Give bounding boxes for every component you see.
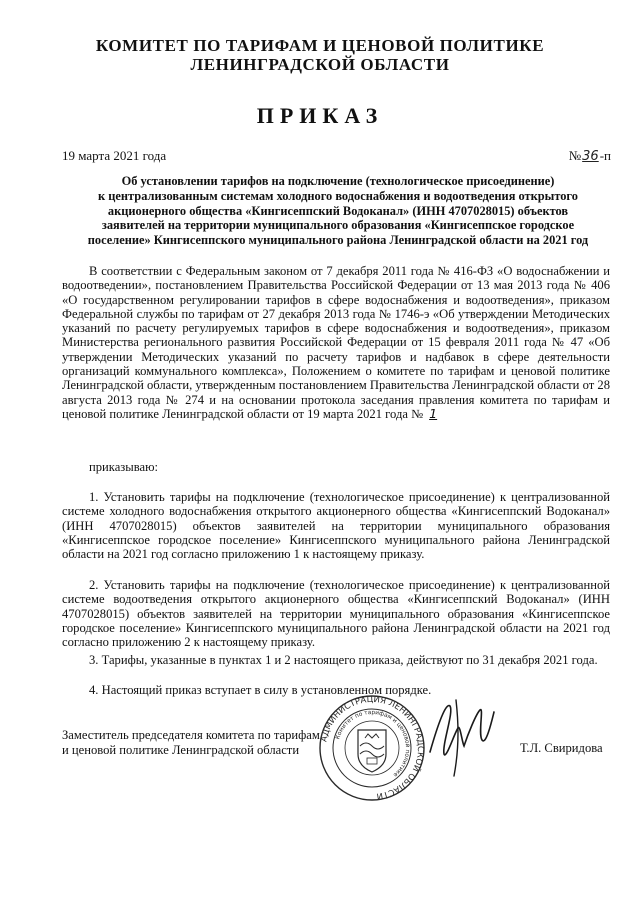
protocol-number-handwritten: 1 xyxy=(429,405,438,421)
handwritten-signature xyxy=(420,694,500,780)
official-seal xyxy=(318,694,426,802)
item-1: 1. Установить тарифы на подключение (технологическое присоединение) к централизованной системе холодного водоснабжения открытого акционерного общества «Кингисеппский Водоканал» (ИНН 4707028015) объектов заявителей на территории муниципального образования «Кингисеппское городское поселение» Кингисеппского муниципального района Ленинградской области на 2021 год согласно приложению 1 к настоящему приказу. xyxy=(62,490,610,562)
document-date: 19 марта 2021 года xyxy=(62,148,167,163)
seal-outer-textpath: АДМИНИСТРАЦИЯ ЛЕНИНГРАДСКОЙ ОБЛАСТИ xyxy=(319,694,426,801)
number-suffix: -п xyxy=(599,148,611,163)
order-subject xyxy=(62,174,614,248)
subject-line: к централизованным системам холодного водоснабжения и водоотведения открытого xyxy=(98,188,578,203)
preamble-paragraph xyxy=(62,264,610,421)
subject-line: поселение» Кингисеппского муниципального района Ленинградской области на 2021 год xyxy=(87,233,589,248)
number-prefix: № xyxy=(568,148,582,163)
item-2: 2. Установить тарифы на подключение (технологическое присоединение) к централизованной системе водоотведения открытого акционерного общества «Кингисеппский Водоканал» (ИНН 4707028015) объектов заявителей на территории муниципального образования «Кингисеппское городское поселение» Кингисеппского муниципального района Ленинградской области на 2021 год согласно приложению 2 к настоящему приказу. xyxy=(62,578,610,650)
subject-line: заявителей на территории муниципального образования «Кингисеппское городское xyxy=(101,218,575,233)
signer-position-line: и ценовой политике Ленинградской области xyxy=(62,743,300,757)
signer-position xyxy=(62,728,320,758)
header-line-2: ЛЕНИНГРАДСКОЙ ОБЛАСТИ xyxy=(190,55,450,74)
subject-line: Об установлении тарифов на подключение (технологическое присоединение) xyxy=(121,174,555,188)
header-line-1: КОМИТЕТ ПО ТАРИФАМ И ЦЕНОВОЙ ПОЛИТИКЕ xyxy=(95,36,545,55)
order-word: приказываю: xyxy=(89,460,159,474)
seal-coat-of-arms-icon xyxy=(358,730,386,772)
signer-position-line: Заместитель председателя комитета по тарифам xyxy=(62,728,320,742)
item-4: 4. Настоящий приказ вступает в силу в установленном порядке. xyxy=(89,683,432,697)
signer-name: Т.Л. Свиридова xyxy=(520,741,603,755)
committee-header xyxy=(0,36,640,74)
document-title: ПРИКАЗ xyxy=(256,103,384,128)
item-3: 3. Тарифы, указанные в пунктах 1 и 2 настоящего приказа, действуют по 31 декабря 2021 года. xyxy=(89,653,598,667)
seal-inner-textpath: Комитет по тарифам и ценовой политике xyxy=(335,709,411,778)
number-handwritten: 36 xyxy=(582,149,599,164)
document-number xyxy=(569,148,611,164)
subject-line: акционерного общества «Кингисеппский Водоканал» (ИНН 4707028015) объектов xyxy=(107,203,569,218)
preamble-text: В соответствии с Федеральным законом от 7 декабря 2011 года № 416-ФЗ «О водоснабжении и водоотведении», постановлением Правительства Российской Федерации от 13 мая 2013 года № 406 «О государственном регулировании тарифов в сфере водоснабжения и водоотведения», приказом Федеральной службы по тарифам от 27 декабря 2013 года № 1746-э «Об утверждении Методических указаний по расчету регулируемых тарифов в сфере водоснабжения и водоотведения», приказом Министерства регионального развития Российской Федерации от 15 февраля 2011 года № 47 «Об утверждении Методических указаний по расчету тарифов и надбавок в сфере деятельности организаций коммунального комплекса», Положением о комитете по тарифам и ценовой политике Ленинградской области, утвержденным постановлением Правительства Ленинградской области от 28 августа 2013 года № 274 и на основании протокола заседания правления комитета по тарифам и ценовой политике Ленинградской области от 19 марта 2021 года № xyxy=(62,264,610,421)
